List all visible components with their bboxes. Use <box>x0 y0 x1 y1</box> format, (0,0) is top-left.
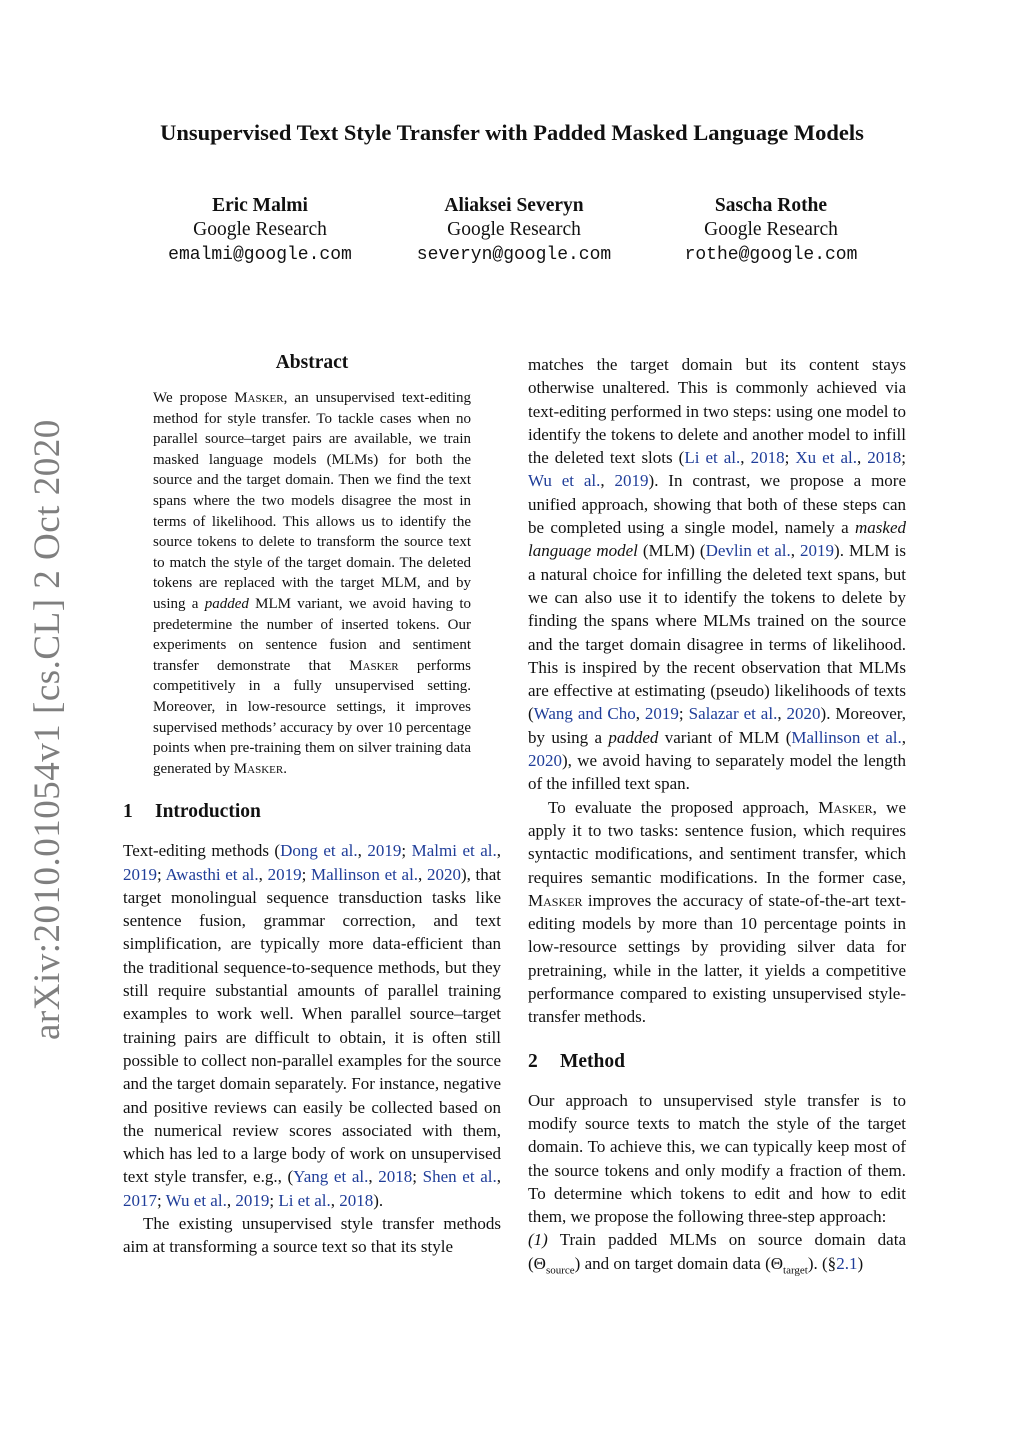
step-label: (1) <box>528 1230 548 1250</box>
author-affiliation: Google Research <box>193 219 327 240</box>
author-email: rothe@google.com <box>684 245 858 265</box>
text-run: , <box>635 704 645 724</box>
text-run: ), we avoid having to separately model the length of the infilled text span. <box>528 751 906 794</box>
text-run: ; <box>301 864 311 884</box>
citation-link[interactable]: Malmi et al. <box>411 841 497 861</box>
abstract-part: We propose <box>153 390 235 406</box>
section-number: 1 <box>123 801 133 823</box>
abstract-part: MLM variant, we avoid having to predetermine the number of inserted tokens. Our experiments on sentence fusion and sentiment transfer demonstrate that <box>153 595 471 674</box>
intro-paragraph-3 <box>528 796 906 1029</box>
section-title: Introduction <box>155 801 261 823</box>
text-run: ) <box>857 1253 864 1273</box>
author-name: Eric Malmi <box>212 195 308 216</box>
citation-link[interactable]: Awasthi et al. <box>165 864 259 884</box>
intro-paragraph-1 <box>123 839 501 1212</box>
text-run: , <box>901 727 907 747</box>
subscript: source <box>545 1264 575 1277</box>
text-run: ), that target monolingual sequence transduction tasks like sentence fusion, grammar correction, and text simplification, are typically more data-efficient than the traditional sequence-to-sequence methods, but they still require substantial amounts of parallel training examples to work well. When parallel source–target training pairs are difficult to obtain, it is often still possible to collect non-parallel examples for the source and the target domain separately. For instance, negative and positive reviews can easily be collected based on the numerical review scores associated with them, which has led to a large body of work on unsupervised text style transfer, e.g., ( <box>123 864 502 1187</box>
author-3 <box>621 194 921 268</box>
citation-link[interactable]: Mallinson et al. <box>791 727 902 747</box>
text-run: , we apply it to two tasks: sentence fusion, which requires syntactic modifications, and sentiment transfer, which requires semantic modifications. In the former case, <box>528 797 906 887</box>
text-run: , <box>856 448 868 468</box>
citation-link[interactable]: Li et al. <box>278 1190 331 1210</box>
text-run: ; <box>678 704 689 724</box>
citation-link[interactable]: 2018 <box>378 1167 413 1187</box>
text-run: , <box>496 1167 501 1187</box>
author-block <box>0 194 1024 274</box>
masker-name: Masker <box>233 760 284 777</box>
section-ref-link[interactable]: 2.1 <box>836 1253 858 1273</box>
section-title: Method <box>560 1050 625 1072</box>
citation-link[interactable]: Wang and Cho <box>533 704 636 724</box>
citation-link[interactable]: Wu et al. <box>528 471 601 491</box>
text-run: , <box>258 864 268 884</box>
text-run: , <box>330 1190 340 1210</box>
citation-link[interactable]: 2018 <box>750 448 785 468</box>
text-run: , <box>777 704 787 724</box>
method-paragraph-1: Our approach to unsupervised style transfer is to modify source texts to match the style of the target domain. To achieve this, we can typically keep most of the source tokens and only modify a fraction of them. To determine which tokens to edit and how to edit them, we propose the following three-step approach: <box>528 1090 906 1227</box>
section-heading-introduction <box>123 799 501 825</box>
text-run: ). In contrast, we propose a more unified approach, showing that both of these steps can be completed using a single model, namely a <box>528 471 907 538</box>
text-run: , <box>790 541 801 561</box>
right-column <box>528 353 906 1275</box>
arxiv-stamp: arXiv:2010.01054v1 [cs.CL] 2 Oct 2020 <box>27 419 68 1040</box>
text-run: ; <box>401 841 412 861</box>
citation-link[interactable]: Mallinson et al. <box>310 864 419 884</box>
text-run: variant of MLM ( <box>658 727 792 747</box>
citation-link[interactable]: 2019 <box>644 704 679 724</box>
text-run: (MLM) ( <box>637 541 706 561</box>
method-step-1 <box>528 1228 906 1275</box>
section-number: 2 <box>528 1050 538 1072</box>
text-run: , <box>600 471 615 491</box>
intro-paragraph-2: The existing unsupervised style transfer methods aim at transforming a source text so that its style <box>123 1214 501 1257</box>
citation-link[interactable]: Salazar et al. <box>688 704 778 724</box>
subscript: target <box>783 1264 808 1277</box>
text-run: ; <box>901 448 907 468</box>
text-run: , <box>740 448 751 468</box>
padded-emphasis: padded <box>608 727 659 747</box>
author-name: Sascha Rothe <box>714 195 828 216</box>
text-run: Train padded MLMs on source domain data (Θ <box>528 1230 906 1273</box>
text-run: , <box>418 864 427 884</box>
text-run: matches the target domain but its content stays otherwise unaltered. This is commonly achieved via text-editing performed in two steps: using one model to identify the tokens to delete and another model to infill the deleted text slots ( <box>528 355 906 468</box>
citation-link[interactable]: 2018 <box>339 1190 374 1210</box>
citation-link[interactable]: 2018 <box>867 448 902 468</box>
citation-link[interactable]: Li et al. <box>684 448 741 468</box>
section-heading-method <box>528 1049 906 1075</box>
abstract-part: . <box>283 760 287 777</box>
citation-link[interactable]: Yang et al. <box>293 1167 369 1187</box>
paper-title: Unsupervised Text Style Transfer with Padded Masked Language Models <box>160 120 864 145</box>
text-run: ). (§ <box>807 1253 837 1273</box>
masker-name: Masker <box>818 797 873 817</box>
mlm-emphasis: masked language model <box>528 518 906 561</box>
text-run: , <box>368 1167 379 1187</box>
author-email: severyn@google.com <box>416 245 612 265</box>
citation-link[interactable]: 2019 <box>367 841 402 861</box>
text-run: ) and on target domain data (Θ <box>574 1253 784 1273</box>
citation-link[interactable]: 2020 <box>426 864 461 884</box>
author-name: Aliaksei Severyn <box>444 195 584 216</box>
citation-link[interactable]: 2020 <box>786 704 821 724</box>
intro-paragraph-2-continued <box>528 353 906 796</box>
citation-link[interactable]: 2019 <box>267 864 302 884</box>
text-run: , <box>357 841 368 861</box>
padded-emphasis: padded <box>204 595 249 612</box>
text-run: ; <box>157 864 166 884</box>
citation-link[interactable]: 2019 <box>800 541 835 561</box>
author-2 <box>364 194 664 268</box>
citation-link[interactable]: 2019 <box>235 1190 270 1210</box>
citation-link[interactable]: Wu et al. <box>165 1190 227 1210</box>
text-run: ). Moreover, by using a <box>528 704 907 747</box>
masker-name: Masker <box>234 390 284 406</box>
masker-name: Masker <box>349 657 399 674</box>
text-run: ; <box>784 448 796 468</box>
citation-link[interactable]: Shen et al. <box>422 1167 497 1187</box>
text-run: ). MLM is a natural choice for infilling the deleted text spans, but we can also use it to identify the tokens to delete by finding the spans where MLMs trained on the source and the target domain disagree in terms of likelihood. This is inspired by the recent observation that MLMs are effective at estimating (pseudo) likelihoods of texts ( <box>528 541 906 724</box>
masker-name: Masker <box>528 890 583 910</box>
citation-link[interactable]: 2020 <box>528 751 562 771</box>
abstract-heading: Abstract <box>275 352 349 373</box>
text-run: improves the accuracy of state-of-the-art text-editing models by more than 10 percentage points in low-resource settings by providing silver data for pretraining, while in the latter, it yields a competitive performance compared to existing unsupervised style-transfer methods. <box>528 890 906 1027</box>
citation-link[interactable]: Xu et al. <box>795 448 857 468</box>
text-run: ). <box>373 1190 384 1210</box>
author-affiliation: Google Research <box>447 219 581 240</box>
text-run: Text-editing methods ( <box>123 841 281 861</box>
citation-link[interactable]: 2019 <box>123 864 157 884</box>
text-run: To evaluate the proposed approach, <box>548 797 819 817</box>
abstract-part: , an unsupervised text-editing method for style transfer. To tackle cases when no parallel source–target pairs are available, we train masked language models (MLMs) for both the source and the target domain. Then we find the text spans where the two models disagree the most in terms of likelihood. This allows us to identify the source tokens to delete to transform the source text to match the style of the target domain. The deleted tokens are replaced with the target MLM, and by using a <box>153 390 471 612</box>
left-column <box>123 350 501 1259</box>
author-affiliation: Google Research <box>704 219 838 240</box>
citation-link[interactable]: 2019 <box>614 471 649 491</box>
citation-link[interactable]: 2017 <box>123 1190 157 1210</box>
abstract-text <box>153 388 471 779</box>
text-run: ; <box>412 1167 423 1187</box>
abstract-part: performs competitively in a fully unsupervised setting. Moreover, in low-resource settings, it improves supervised methods’ accuracy by over 10 percentage points when pre-training them on silver training data generated by <box>153 657 471 777</box>
text-run: , <box>496 841 501 861</box>
text-run: ; <box>269 1190 279 1210</box>
author-email: emalmi@google.com <box>168 245 352 265</box>
citation-link[interactable]: Dong et al. <box>280 841 358 861</box>
citation-link[interactable]: Devlin et al. <box>705 541 791 561</box>
text-run: ; <box>157 1190 166 1210</box>
text-run: , <box>226 1190 236 1210</box>
